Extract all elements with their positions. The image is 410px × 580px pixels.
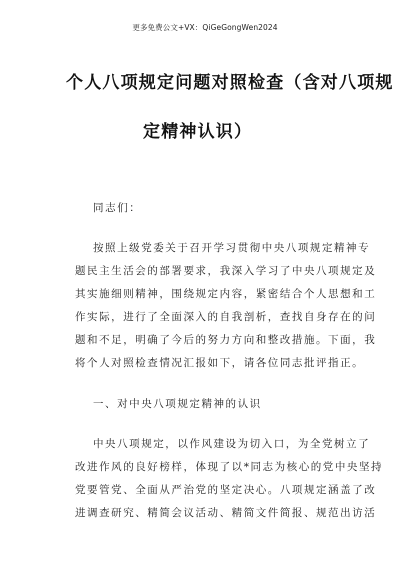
intro-line: 题和不足，明确了今后的努力方向和整改措施。下面，我	[75, 334, 377, 346]
intro-line: 题民主生活会的部署要求，我深入学习了中央八项规定及	[75, 265, 377, 277]
document-title-line-2: 定精神认识）	[143, 122, 253, 142]
section-line: 改进作风的良好榜样，体现了以*同志为核心的党中央坚持	[75, 461, 384, 473]
intro-line: 将个人对照检查情况汇报如下，请各位同志批评指正。	[75, 357, 365, 369]
section-line: 党要管党、全面从严治党的坚定决心。八项规定涵盖了改	[75, 484, 377, 496]
greeting: 同志们：	[93, 202, 142, 214]
intro-line: 按照上级党委关于召开学习贯彻中央八项规定精神专	[93, 242, 371, 254]
header-note: 更多免费公文+VX：QiGeGongWen2024	[132, 23, 278, 32]
section-line: 进调查研究、精简会议活动、精简文件简报、规范出访活	[75, 507, 377, 519]
section-heading: 一、对中央八项规定精神的认识	[93, 398, 262, 410]
intro-line: 作实际，进行了全面深入的自我剖析，查找自身存在的问	[75, 311, 377, 323]
section-line: 中央八项规定，以作风建设为切入口，为全党树立了	[93, 438, 371, 450]
intro-line: 其实施细则精神，围绕规定内容，紧密结合个人思想和工	[75, 288, 377, 300]
document-title-line-1: 个人八项规定问题对照检查（含对八项规	[66, 73, 394, 93]
